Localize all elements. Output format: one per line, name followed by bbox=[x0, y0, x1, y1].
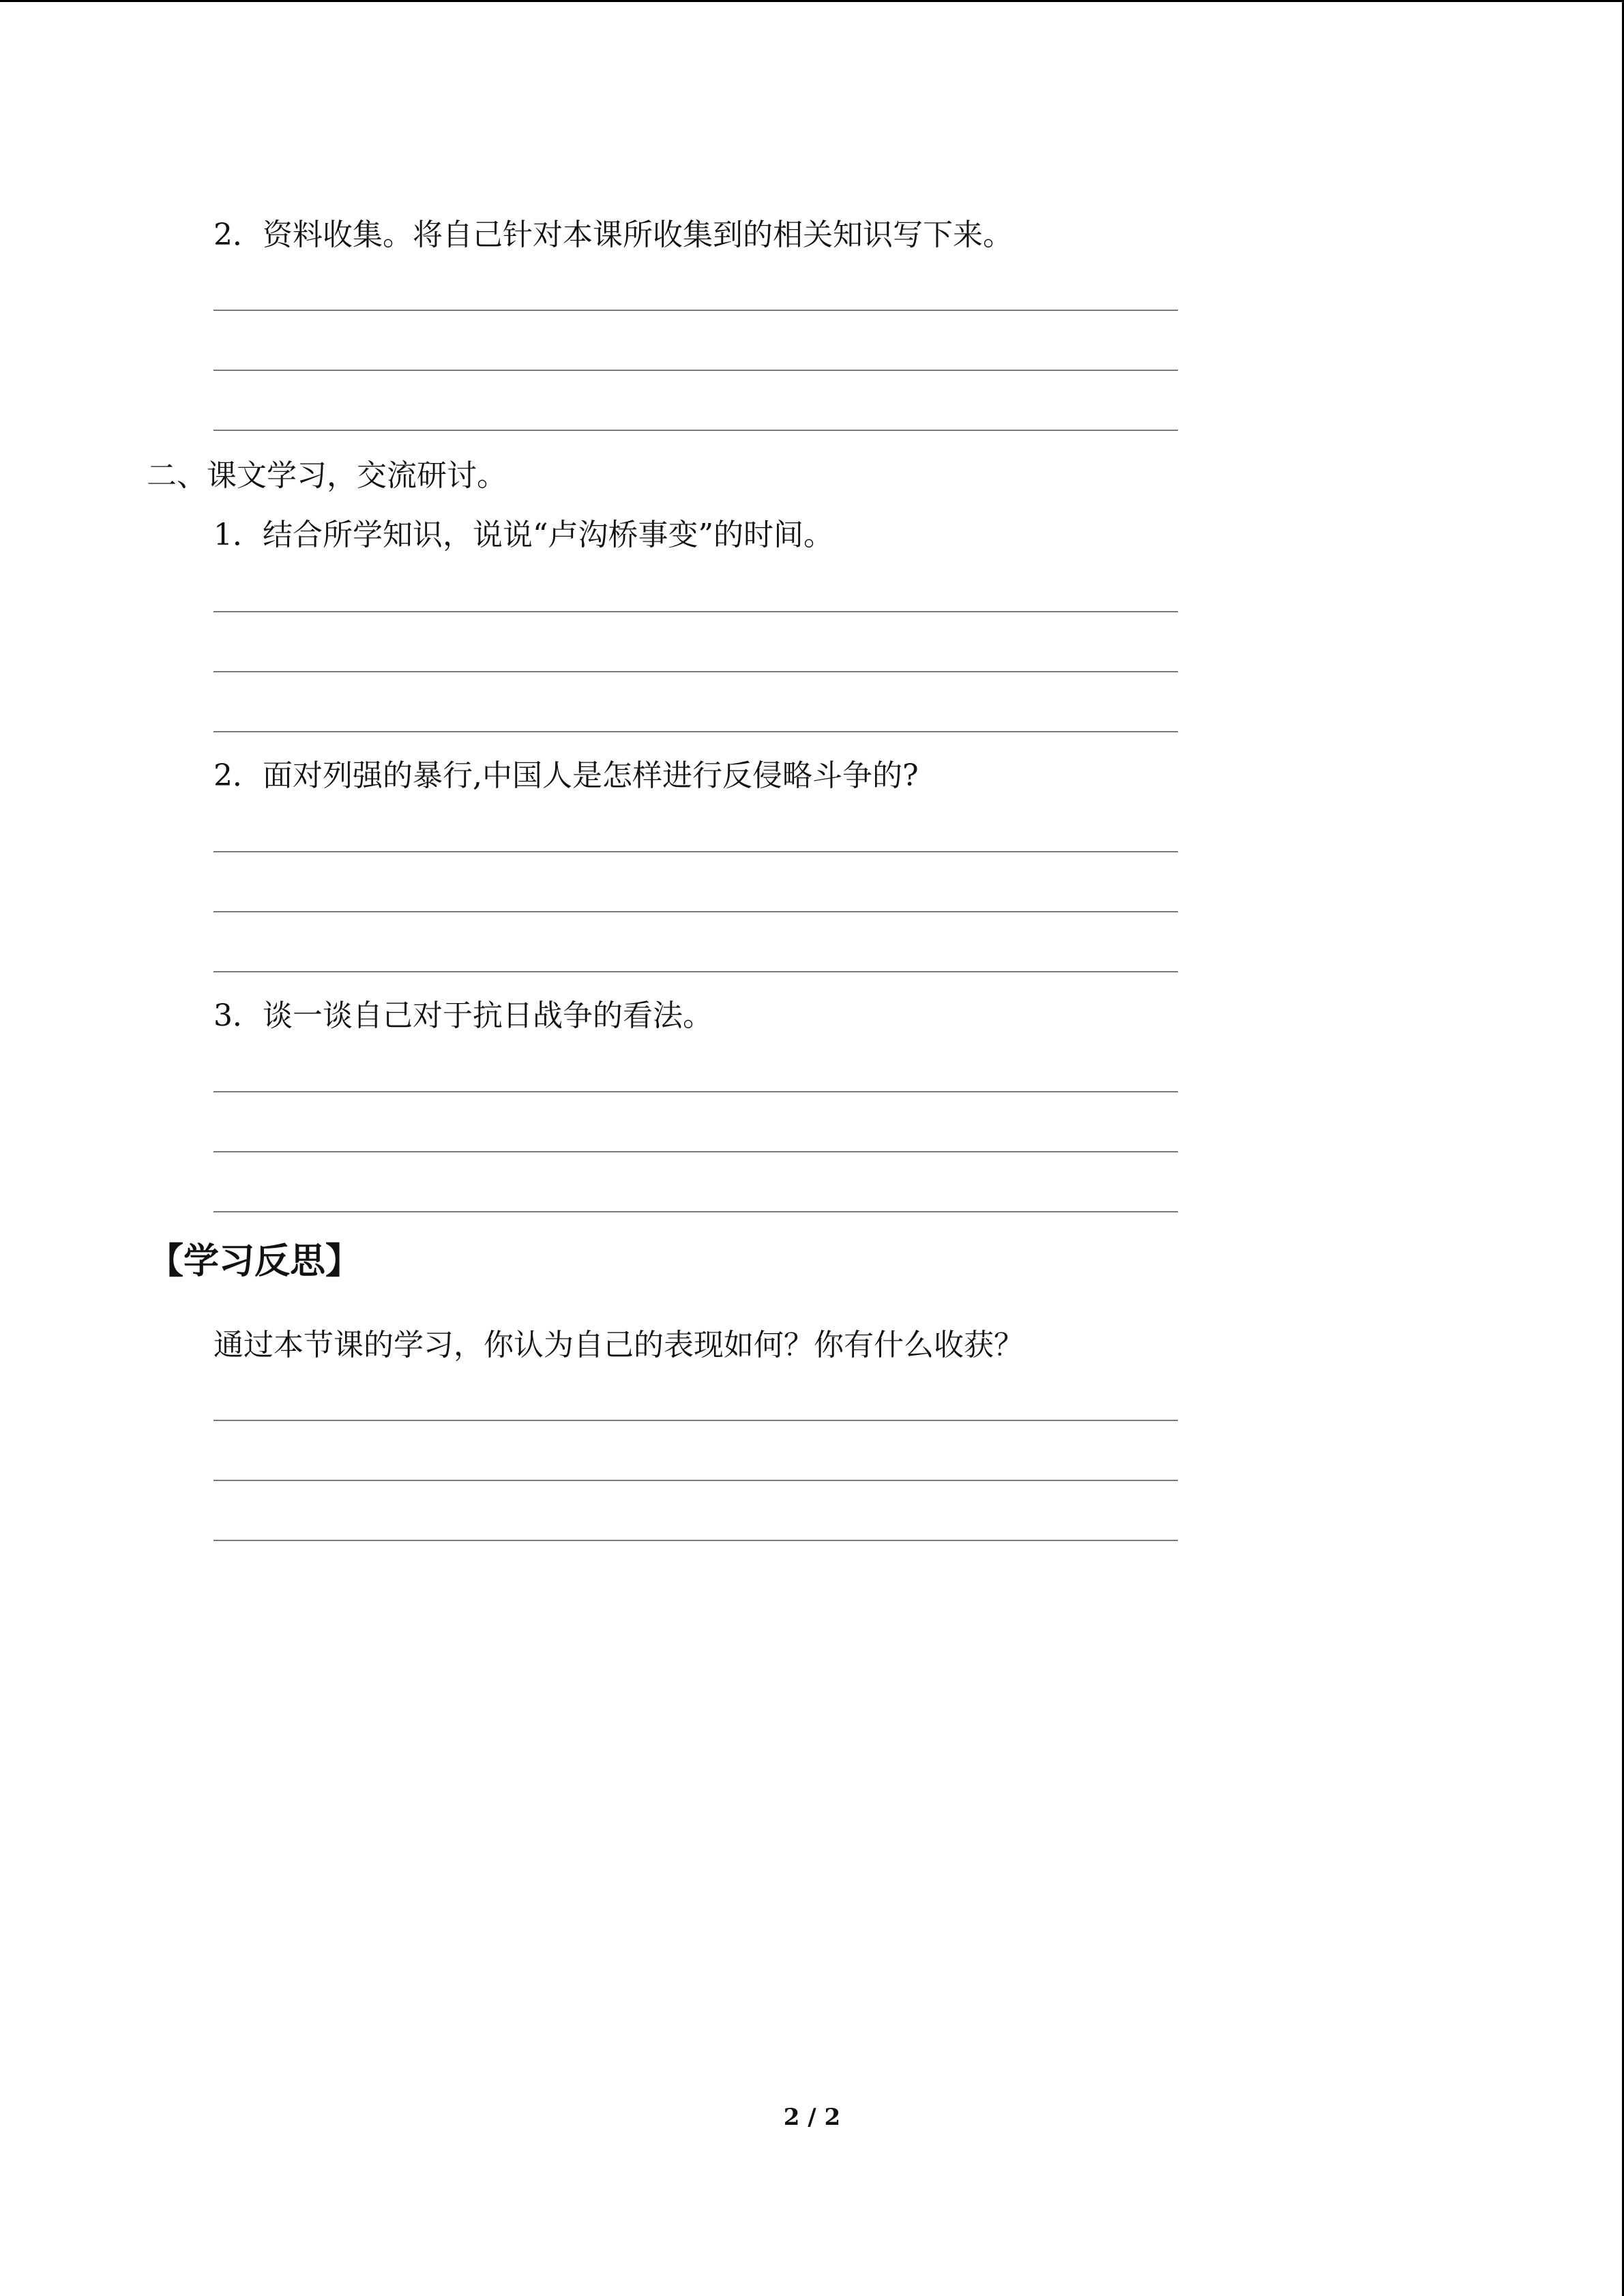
question-2-text: 2．面对列强的暴行,中国人是怎样进行反侵略斗争的? bbox=[213, 758, 919, 793]
answer-line[interactable] bbox=[213, 731, 1178, 732]
answer-line[interactable] bbox=[213, 1540, 1178, 1541]
answer-line[interactable] bbox=[213, 971, 1178, 972]
answer-line[interactable] bbox=[213, 310, 1178, 311]
answer-line[interactable] bbox=[213, 911, 1178, 912]
reflection-heading: 【学习反思】 bbox=[148, 1241, 361, 1282]
answer-line[interactable] bbox=[213, 1480, 1178, 1481]
answer-line[interactable] bbox=[213, 370, 1178, 371]
page-number: 2 / 2 bbox=[783, 2104, 841, 2131]
study-section-heading: 二、课文学习，交流研讨。 bbox=[147, 458, 507, 493]
page-top-border bbox=[0, 0, 1624, 2]
reflection-prompt: 通过本节课的学习，你认为自己的表现如何？你有什么收获？ bbox=[213, 1328, 1024, 1362]
question-1-text: 1．结合所学知识，说说“卢沟桥事变”的时间。 bbox=[213, 518, 833, 552]
answer-line[interactable] bbox=[213, 851, 1178, 852]
answer-line[interactable] bbox=[213, 611, 1178, 612]
answer-line[interactable] bbox=[213, 1151, 1178, 1152]
answer-line[interactable] bbox=[213, 1420, 1178, 1421]
prep-item-2-text: 2．资料收集。将自己针对本课所收集到的相关知识写下来。 bbox=[213, 218, 1013, 252]
answer-line[interactable] bbox=[213, 1091, 1178, 1092]
answer-line[interactable] bbox=[213, 430, 1178, 431]
question-3-text: 3．谈一谈自己对于抗日战争的看法。 bbox=[213, 998, 713, 1033]
answer-line[interactable] bbox=[213, 671, 1178, 672]
answer-line[interactable] bbox=[213, 1211, 1178, 1212]
